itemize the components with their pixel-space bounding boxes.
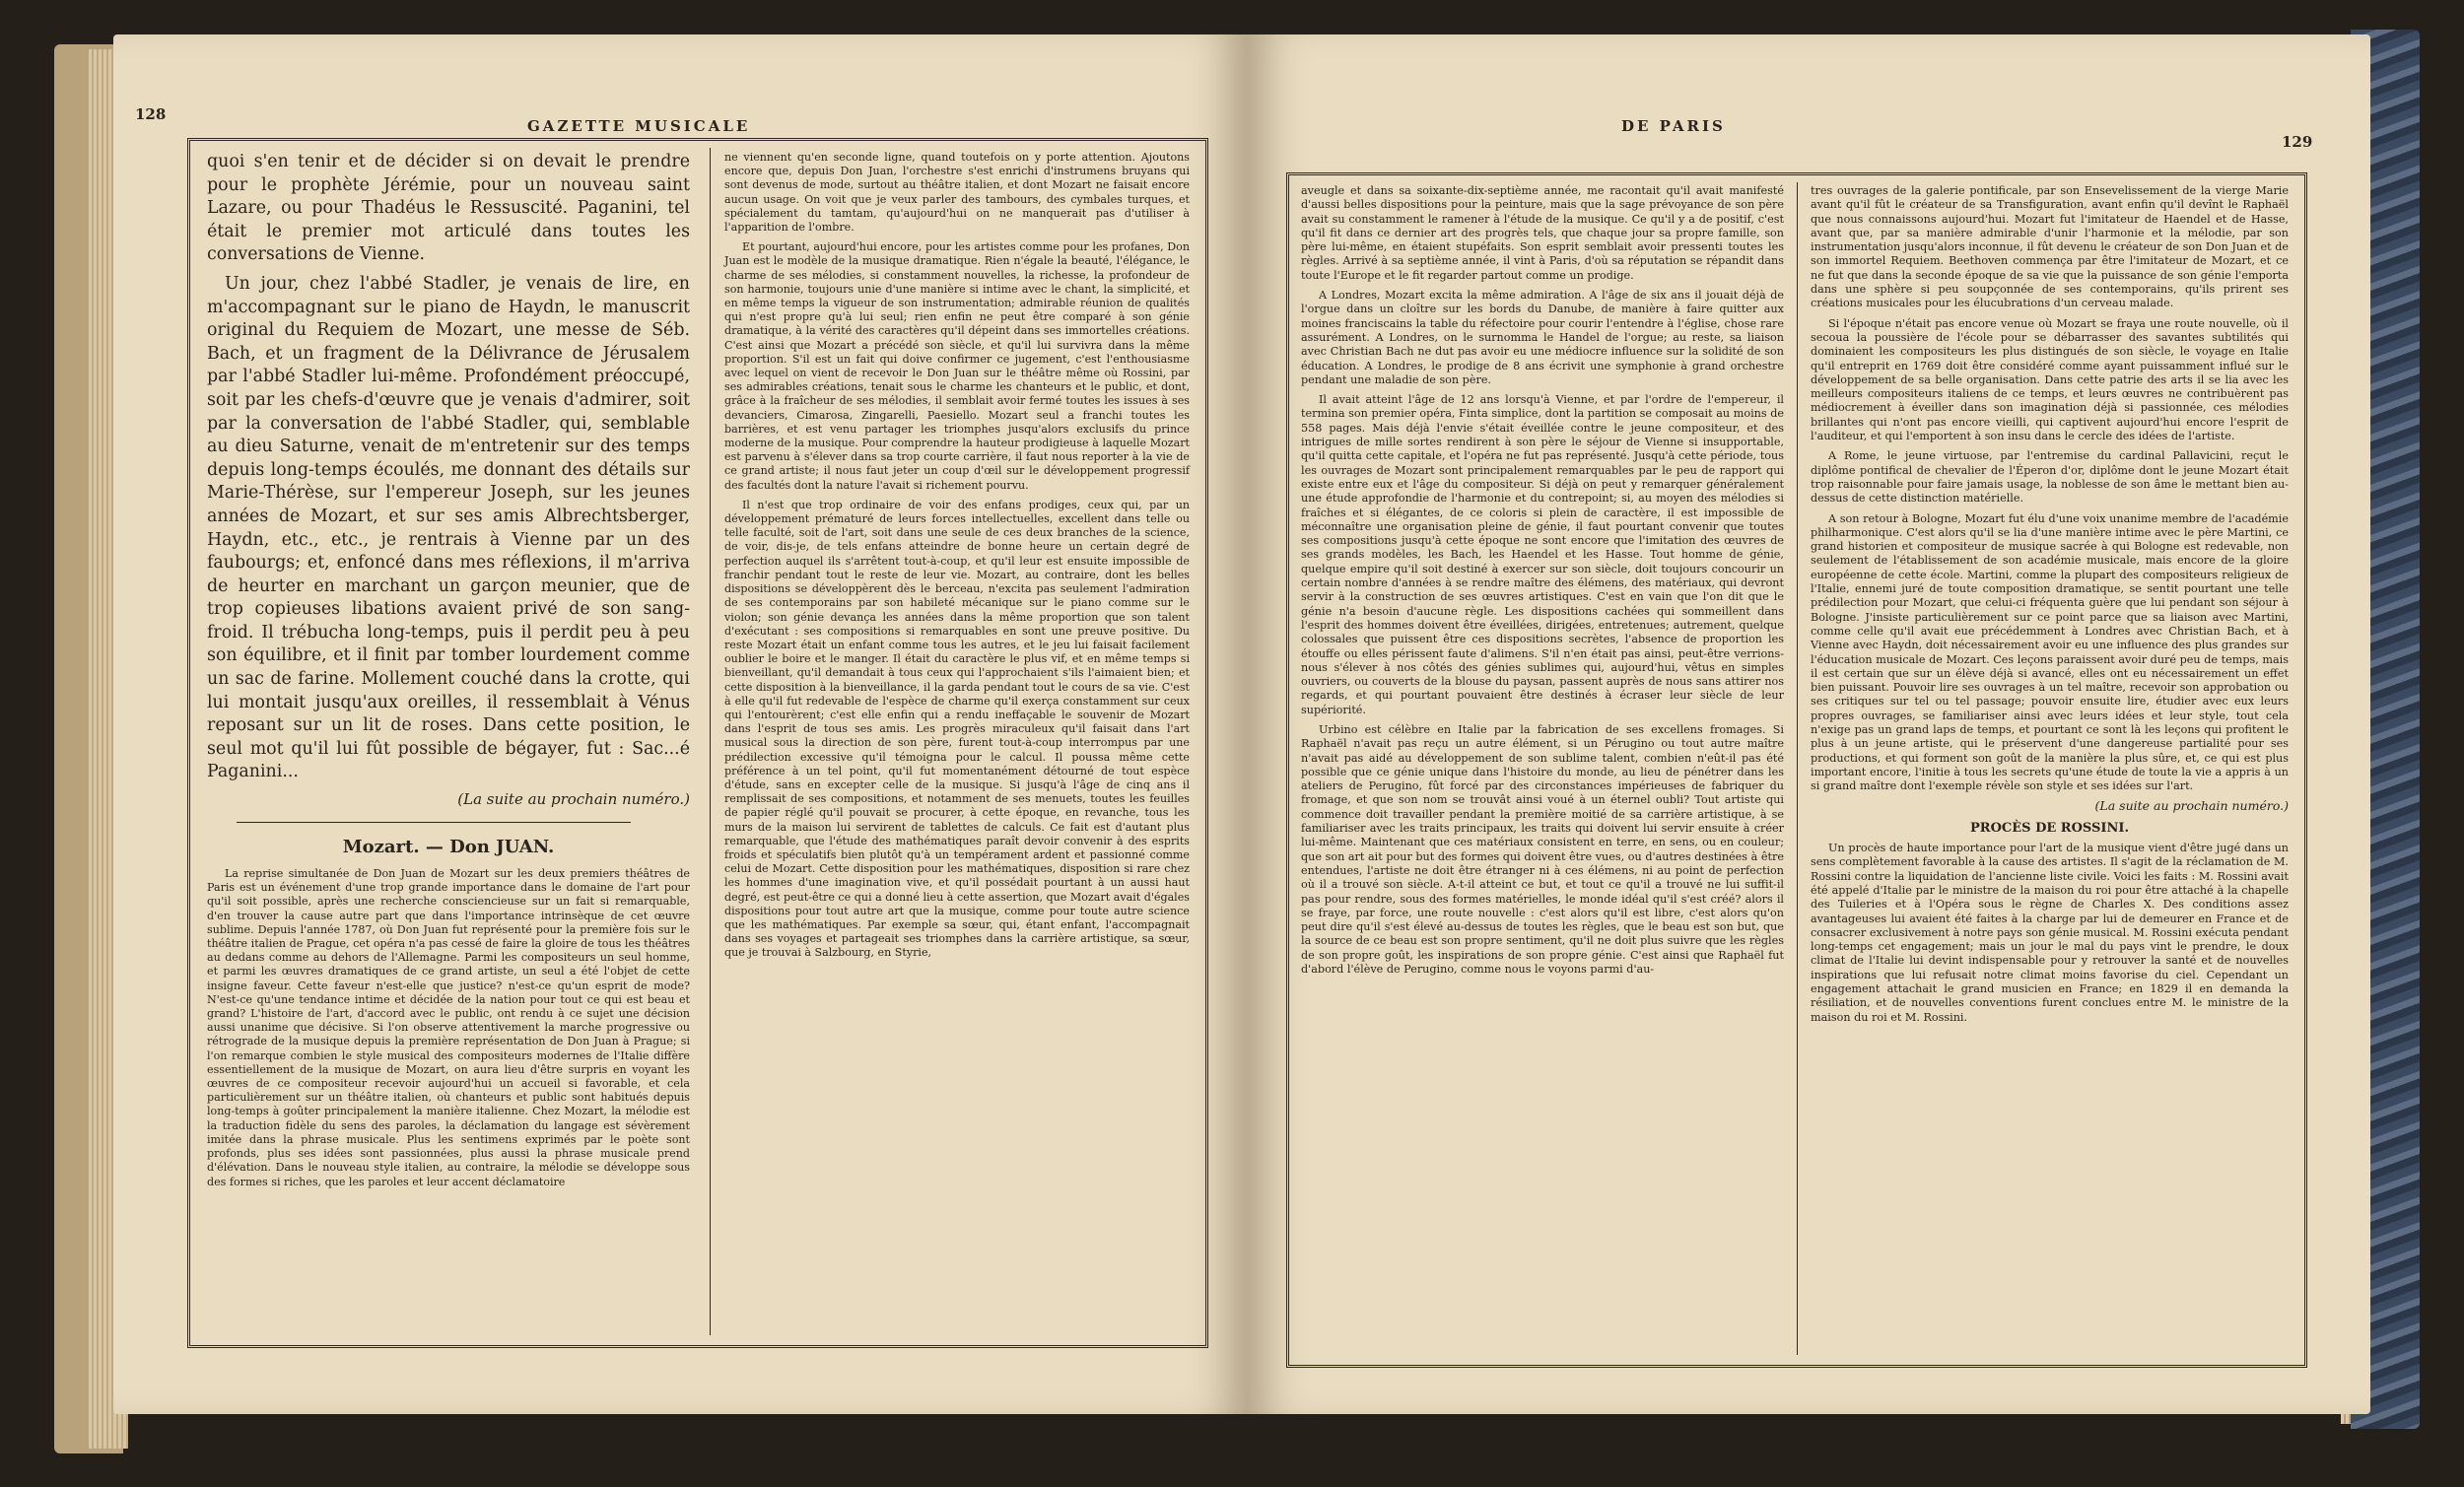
page-number-left: 128 bbox=[135, 105, 167, 123]
left-page bbox=[113, 34, 1247, 1414]
section-divider bbox=[237, 822, 631, 823]
column-3: aveugle et dans sa soixante-dix-septième année, me racontait qu'il avait manifesté d'aussi belles dispositions pour la peinture, mais que la sage prévoyance de son père avait su constamment le ramener à l'étude de la musique. Ce qu'il y a de positif, c'est qu'il fit dans ce dernier art des progrès tels, que chaque jour sa propre famille, son père lui-même, en étaient stupéfaits. Son esprit semblait avoir pressenti toutes les règles. Arrivé à sa septième année, il vint à Paris, d'où sa réputation se répandit dans toute l'Europe et le fit regarder partout comme un prodige. A Londres, Mozart excita la même admiration. A l'âge de six ans il jouait déjà de l'orgue dans un cloître sur les bords du Danube, de manière à faire quitter aux moines franciscains la table du réfectoire pour courir l'entendre à l'église, chose rare assurément. A Londres, on le surnomma le Handel de l'orgue; au reste, sa liaison avec Christian Bach ne dut pas avoir eu une médiocre influence sur la solidité de son éducation. A Londres, le prodige de 8 ans écrivit une symphonie à grand orchestre pendant une maladie de son père. Il avait atteint l'âge de 12 ans lorsqu'à Vienne, et par l'ordre de l'empereur, il termina son premier opéra, Finta simplice, dont la partition se composait au moins de 558 pages. Mais déjà l'envie s'était éveillée contre le jeune compositeur, et des intrigues de mille sortes rendirent à son père le séjour de Vienne si insupportable, qu'il quitta cette capitale, et l'opéra ne fut pas représenté. Jusqu'à cette période, tous les ouvrages de Mozart sont principalement remarquables par le peu de rapport qui existe entre eux et l'âge du compositeur. Si déjà on peut y remarquer généralement une étude approfondie de l'harmonie et du contrepoint; si, au moyen des mélodies si fraîches et si élégantes, de ce coloris si plein de caractère, il est impossible de méconnaître une organisation pleine de génie, il faut pourtant convenir que toutes ses compositions jusqu'à cette époque ne sont encore que l'imitation des œuvres de ses grands modèles, les Bach, les Haendel et les Hasse. Tout homme de génie, quelque empire qu'il soit destiné à exercer sur son siècle, doit toujours concourir un certain nombre d'années à se rendre maître des élémens, des matériaux, qui devront servir à la construction de ses œuvres artistiques. C'est en vain que l'on dit que le génie n'a besoin d'aucune règle. Les dispositions cachées qui sommeillent dans l'esprit des hommes doivent être éveillées, dirigées, entretenues; autrement, quelque colossales que puissent être ces dispositions secrètes, l'absence de proportion les étouffe ou elles périssent faute d'alimens. S'il n'en était pas ainsi, peut-être verrions-nous s'élever à nos côtés des génies sublimes qui, aujourd'hui, vêtus en simples ouvriers, ou couverts de la blouse du paysan, passent auprès de nous sans attirer nos regards, et qui pourtant pouvaient être destinés à écraser leur siècle de leur supériorité. Urbino est célèbre en Italie par la fabrication de ses excellens fromages. Si Raphaël n'avait pas reçu un autre élément, si un Pérugino ou tout autre maître n'avait pas aidé au développement de son sublime talent, combien n'eût-il pas été possible que ce génie unique dans l'histoire du monde, au lieu de pénétrer dans les ateliers de Perugino, fût forcé par des circonstances impérieuses de fabriquer du fromage, et que son nom se trouvât ainsi voué à un éternel oubli? Tout artiste qui commence doit travailler pendant la première moitié de sa carrière artistique, à se familiariser avec les traits principaux, les traits qui doivent lui servir ensuite à créer lui-même. Maintenant que ces matériaux consistent en terre, en sens, ou en couleur; que son art ait pour but des formes qui doivent être vues, ou d'autres destinées à être entendues, l'artiste ne doit être étranger ni à ces élémens, ni au point de perfection où il a trouvé son siècle. A-t-il atteint ce but, et tout ce qu'il a trouvé ne lui suffit-il pas pour rendre, sous des formes matérielles, le monde idéal qu'il s'est créé? alors il se fraye, par force, une route nouvelle : c'est alors qu'il est libre, c'est alors qu'on peut dire qu'il s'est élevé au-dessus de toutes les règles, que le beau est son but, que la source de ce beau est son propre sentiment, qu'il ne doit plus suivre que les règles de son propre goût, les inspirations de son propre génie. C'est ainsi que Raphaël fut d'abord l'élève de Perugino, comme nous le voyons parmi d'au- bbox=[1301, 184, 1784, 977]
right-page bbox=[1247, 34, 2370, 1414]
continuation-note-right: (La suite au prochain numéro.) bbox=[2094, 798, 2289, 814]
page-number-right: 129 bbox=[2282, 133, 2313, 151]
page-header-left: GAZETTE MUSICALE bbox=[527, 117, 751, 135]
column-2: ne viennent qu'en seconde ligne, quand toutefois on y porte attention. Ajoutons encore que, depuis Don Juan, l'orchestre s'est enrichi d'instrumens bruyans qui sont devenus de mode, surtout au théâtre italien, et dont Mozart ne faisait encore aucun usage. On voit que je veux parler des tambours, des cymbales turques, et spécialement du tamtam, qu'aujourd'hui on ne manquerait pas d'utiliser à l'apparition de l'ombre. Et pourtant, aujourd'hui encore, pour les artistes comme pour les profanes, Don Juan est le modèle de la musique dramatique. Rien n'égale la beauté, l'élégance, le charme de ses mélodies, si constamment nouvelles, la richesse, la profondeur de son harmonie, toujours unie d'une manière si intime avec le chant, la simplicité, et en même temps la vigueur de son instrumentation; admirable réunion de qualités qui n'est propre qu'à lui seul; rien enfin ne peut être comparé à son génie dramatique, à la vérité des caractères qu'il dépeint dans ses immortelles créations. C'est ainsi que Mozart a précédé son siècle, et qu'il lui survivra dans la même proportion. S'il est un fait qui doive confirmer ce jugement, c'est l'enthousiasme avec lequel on vient de recevoir le Don Juan sur le théâtre même où Rossini, par ses admirables créations, tenait sous le charme les chanteurs et le public, et dont, grâce à la fraîcheur de ses mélodies, il semblait avoir fermé toutes les issues à ses devanciers, Cimarosa, Zingarelli, Paesiello. Mozart seul a franchi toutes les barrières, et est venu partager les triomphes jusqu'alors exclusifs du prince moderne de la musique. Pour comprendre la hauteur prodigieuse à laquelle Mozart est parvenu à s'élever dans sa trop courte carrière, il faut nous reporter à la vie de ce grand artiste; il nous faut jeter un coup d'œil sur le développement progressif des facultés dont la nature l'avait si richement pourvu. Il n'est que trop ordinaire de voir des enfans prodiges, ceux qui, par un développement prématuré de leurs forces intellectuelles, excellent dans telle ou telle faculté, soit de l'art, soit dans une seule de ces deux branches de la science, de voir, dis-je, de tels enfans atteindre de bonne heure un certain degré de perfection auquel ils s'arrêtent tout-à-coup, et qu'il leur est ensuite impossible de franchir pendant tout le reste de leur vie. Mozart, au contraire, dont les belles dispositions se développèrent dès le berceau, n'excita pas seulement l'admiration de ses contemporains par son habileté mécanique sur le piano comme sur le violon; son génie devança les années dans la même proportion que son talent d'exécutant : ses compositions si remarquables en sont une preuve positive. Du reste Mozart était un enfant comme tous les autres, et le jeu lui faisait facilement oublier le boire et le manger. Il était du caractère le plus vif, et en même temps si bienveillant, qu'il demandait à tous ceux qui l'approchaient s'ils l'aimaient bien; et cette disposition à la bienveillance, il la garda pendant tout le cours de sa vie. C'est à elle qu'il fut redevable de l'espèce de charme qu'il exerça constamment sur ceux qui l'entourèrent; c'est elle enfin qui a rendu ineffaçable le souvenir de Mozart dans l'esprit de tous ses amis. Les progrès miraculeux qu'il faisait dans l'art musical sous la direction de son père, furent tout-à-coup interrompus par une prédilection excessive qu'il témoigna pour le calcul. Il poussa même cette préférence à un tel point, qu'il fut momentanément détourné de tout espèce d'étude, sans en excepter celle de la musique. Si jusqu'à l'âge de cinq ans il remplissait de ses compositions, et notamment de ses menuets, toutes les feuilles de papier réglé qu'il pouvait se procurer, à cette époque, en revanche, tous les murs de la maison lui servirent de tablettes de calculs. Ce fait est d'autant plus remarquable, que l'étude des mathématiques paraît devoir convenir à des esprits froids et spéculatifs bien plutôt qu'à un tempérament ardent et passionné comme celui de Mozart. Cette disposition pour les mathématiques, disposition si rare chez les hommes d'une imagination vive, et qu'il possédait pourtant à un aussi haut degré, est peut-être ce qui a donné lieu à cette assertion, que Mozart avait d'égales dispositions pour tout autre art que la musique, comme pour toute autre science que les mathématiques. Par exemple sa sœur, qui, étant enfant, l'accompagnait dans ses voyages et partageait ses triomphes dans la carrière artistique, sa sœur, que je trouvai à Salzbourg, en Styrie, bbox=[724, 151, 1190, 960]
continuation-note-left: (La suite au prochain numéro.) bbox=[457, 790, 690, 809]
column-1 bbox=[207, 151, 690, 1195]
column-4: tres ouvrages de la galerie pontificale, par son Ensevelissement de la vierge Marie avant qu'il fût le créateur de sa Transfiguration, avant enfin qu'il devînt le Raphaël que nous connaissons aujourd'hui. Mozart fut l'imitateur de Haendel et de Hasse, avant que, par sa manière admirable d'unir l'harmonie et la mélodie, par son instrumentation jusqu'alors inconnue, il fût devenu le créateur de son Don Juan et de son immortel Requiem. Beethoven commença par être l'imitateur de Mozart, et ce ne fut que dans la seconde époque de sa vie que la puissance de son génie l'emporta dans une sphère si peu soupçonnée de ses contemporains, qu'ils prirent ses créations musicales pour les élucubrations d'un cerveau malade. Si l'époque n'était pas encore venue où Mozart se fraya une route nouvelle, où il secoua la poussière de l'école pour se débarrasser des savantes subtilités qui dominaient les compositeurs les plus distingués de son siècle, le voyage en Italie qu'il entreprit en 1769 doit être considéré comme ayant puissamment influé sur le développement de sa belle organisation. Dans cette patrie des arts il se lia avec les meilleurs compositeurs italiens de ce temps, et leurs œuvres ne contribuèrent pas médiocrement à éveiller dans son imagination déjà si passionnée, ces mélodies brillantes qui n'ont pas encore vieilli, qui captivent aujourd'hui encore l'esprit de l'auditeur, et qui l'emportent à son insu dans le cercle des idées de l'artiste. A Rome, le jeune virtuose, par l'entremise du cardinal Pallavicini, reçut le diplôme pontifical de chevalier de l'Éperon d'or, diplôme dont le jeune Mozart était trop raisonnable pour faire jamais usage, la noblesse de son âme le mettant bien au-dessus de cette distinction matérielle. A son retour à Bologne, Mozart fut élu d'une voix unanime membre de l'académie philharmonique. C'est alors qu'il se lia d'une manière intime avec le père Martini, ce grand historien et compositeur de musique sacrée à qui Bologne est redevable, non seulement de l'établissement de son académie musicale, mais encore de la gloire européenne de cette école. Martini, comme la plupart des compositeurs religieux de l'Italie, ennemi juré de toute composition dramatique, se sentit pourtant une telle prédilection pour Mozart, que celui-ci fréquenta guère que lui pendant son séjour à Bologne. J'insiste particulièrement sur ce point parce que sa liaison avec Martini, comme celle qu'il avait eue précédemment à Londres avec Christian Bach, et à Vienne avec Haydn, doit nécessairement avoir eu une influence des plus grandes sur l'éducation musicale de Mozart. Ces leçons paraissent avoir duré peu de temps, mais il est certain que sur un élève déjà si avancé, elles ont eu nécessairement un effet bien puissant. Pouvoir lire ses ouvrages à un tel maître, recevoir son approbation ou ses critiques sur tel ou tel passage; pouvoir ensuite lire, étudier avec eux leurs propres ouvrages, se familiariser ainsi avec leurs idées et leur style, tout cela n'exige pas un grand laps de temps, et pourtant ce sont là les leçons qui profitent le plus à un jeune artiste, qui le préservent d'une dangereuse partialité pour ses productions, et qui forment son goût de la manière la plus sûre, et, ce qui est plus important encore, l'initie à tous les secrets qu'une étude de toute la vie a appris à un si grand maître dont l'exemple révèle son style et ses idées sur l'art. (La suite au prochain numéro.) PROCÈS DE ROSSINI. Un procès de haute importance pour l'art de la musique vient d'être jugé dans un sens complètement favorable à la cause des artistes. Il s'agit de la réclamation de M. Rossini contre la liquidation de l'ancienne liste civile. Voici les faits : M. Rossini avait été appelé d'Italie par le ministre de la maison du roi pour être attaché à la chapelle des Tuileries et à l'Opéra sous le règne de Charles X. Des conditions assez avantageuses lui avaient été faites à la charge par lui de demeurer en France et de consacrer exclusivement à notre pays son génie musical. M. Rossini exécuta pendant long-temps cet engagement; mais un jour le mal du pays vint le prendre, le doux climat de l'Italie lui devint indispensable pour y retrouver la santé et de nouvelles inspirations que lui refusait notre climat moins favorise du ciel. Cependant un engagement attachait le grand musicien en France; en 1829 il en demanda la résiliation, et de nouvelles conventions furent conclues entre M. le ministre de la maison du roi et M. Rossini. bbox=[1811, 184, 2289, 1024]
paganini-text-end: quoi s'en tenir et de décider si on devait le prendre pour le prophète Jérémie, pour un nouveau saint Lazare, ou pour Thadéus le Ressuscité. Paganini, tel était le premier mot articulé dans toutes les conversations de Vienne. Un jour, chez l'abbé Stadler, je venais de lire, en m'accompagnant sur le piano de Haydn, le manuscrit original du Requiem de Mozart, une messe de Séb. Bach, et un fragment de la Délivrance de Jérusalem par l'abbé Stadler lui-même. Profondément préoccupé, soit par les chefs-d'œuvre que je venais d'admirer, soit par la conversation de l'abbé Stadler, qui, semblable au dieu Saturne, venait de m'entretenir sur des temps depuis long-temps écoulés, me donnant des détails sur Marie-Thérèse, sur l'empereur Joseph, sur les jeunes années de Mozart, et sur ses amis Albrechtsberger, Haydn, etc., etc., je rentrais à Vienne par un des faubourgs; et, enfoncé dans mes réflexions, il m'arriva de heurter en marchant un garçon meunier, que de trop copieuses libations avaient privé de son sang-froid. Il trébucha long-temps, puis il perdit peu à peu son équilibre, et il finit par tomber lourdement comme un sac de farine. Mollement couché dans la crotte, qui lui montait jusqu'aux oreilles, il ressemblait à Vénus reposant sur un lit de roses. Dans cette position, le seul mot qu'il lui fût possible de bégayer, fut : Sac...é Paganini... bbox=[207, 152, 690, 782]
section-title-mozart: Mozart. — Don JUAN. bbox=[342, 837, 555, 858]
mozart-article-intro: La reprise simultanée de Don Juan de Mozart sur les deux premiers théâtres de Paris est un événement d'une trop grande importance dans le domaine de l'art pour qu'il soit possible, après une recherche consciencieuse sur un fait si remarquable, d'en trouver la cause autre part que dans l'importance intrinsèque de cet œuvre sublime. Depuis l'année 1787, où Don Juan fut représenté pour la première fois sur le théâtre italien de Prague, cet opéra n'a pas cessé de faire la gloire de tous les théâtres au dedans comme au dehors de l'Allemagne. Parmi les compositeurs un seul homme, et parmi les œuvres dramatiques de ce grand artiste, un seul a été l'objet de cette insigne faveur. Cette faveur n'est-elle que justice? n'est-ce qu'un esprit de mode? N'est-ce qu'une tendance intime et décidée de la nation pour tout ce qui est beau et grand? L'histoire de l'art, d'accord avec le public, ont rendu à ce sujet une décision aussi unanime que décisive. Si l'on observe attentivement la marche progressive ou rétrograde de la musique depuis la première représentation de Don Juan à Prague; si l'on remarque combien le style musical des compositeurs modernes de l'Italie diffère essentiellement de la musique de Mozart, on aura lieu d'être surpris en voyant les œuvres de ce compositeur recevoir aujourd'hui un accueil si favorable, et cela particulièrement sur un théâtre italien, où chanteurs et public sont habitués depuis long-temps à goûter principalement la manière italienne. Chez Mozart, la mélodie est la traduction fidèle du sens des paroles, la déclamation du langage est sévèrement imitée dans la phrase musicale. Plus les sentimens exprimés par le poète sont profonds, plus ses idées sont passionnées, plus aussi la phrase musicale prend d'élévation. Dans le nouveau style italien, au contraire, la mélodie se développe sous des formes si riches, que les paroles et leur accent déclamatoire bbox=[207, 867, 690, 1188]
column-divider-right bbox=[1797, 182, 1798, 1355]
open-book bbox=[54, 34, 2420, 1463]
section-title-rossini: PROCÈS DE ROSSINI. bbox=[1970, 820, 2129, 836]
page-header-right: DE PARIS bbox=[1621, 117, 1726, 135]
column-divider-left bbox=[710, 148, 711, 1335]
